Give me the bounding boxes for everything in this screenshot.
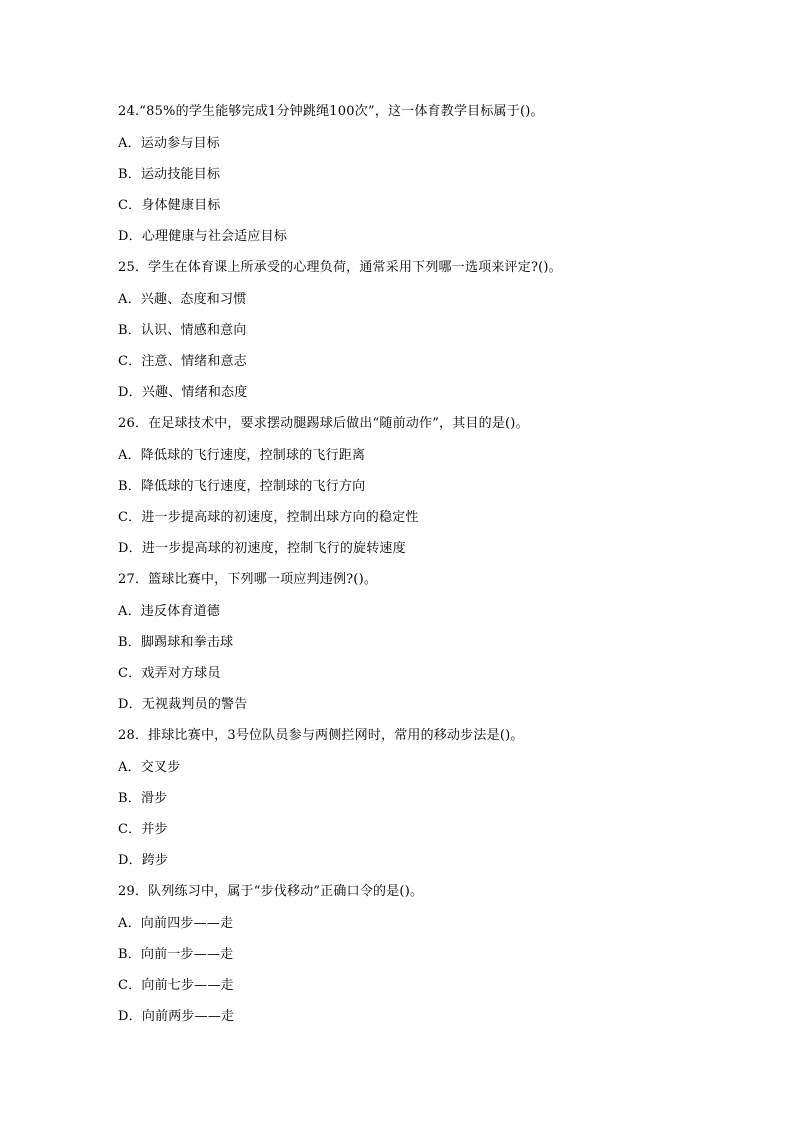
question-24-option-a: A．运动参与目标 [118, 136, 220, 151]
question-28-stem: 28．排球比赛中，3号位队员参与两侧拦网时，常用的移动步法是()。 [118, 728, 524, 743]
question-24-option-c: C．身体健康目标 [118, 198, 221, 213]
question-25-option-b: B．认识、情感和意向 [118, 323, 247, 338]
question-28-option-a: A．交叉步 [118, 760, 181, 775]
question-26-option-a: A．降低球的飞行速度，控制球的飞行距离 [118, 448, 366, 463]
question-28-option-b: B．滑步 [118, 791, 168, 806]
question-27-option-c: C．戏弄对方球员 [118, 666, 221, 681]
question-26-option-b: B．降低球的飞行速度，控制球的飞行方向 [118, 479, 366, 494]
question-28-option-c: C．并步 [118, 822, 168, 837]
question-29-option-c: C．向前七步——走 [118, 978, 234, 993]
question-29-option-d: D．向前两步——走 [118, 1009, 235, 1024]
question-25-stem: 25．学生在体育课上所承受的心理负荷，通常采用下列哪一选项来评定?()。 [118, 260, 562, 275]
question-24-stem: 24.“85%的学生能够完成1分钟跳绳100次”，这一体育教学目标属于()。 [118, 104, 544, 119]
question-25-option-a: A．兴趣、态度和习惯 [118, 292, 247, 307]
question-24-option-d: D．心理健康与社会适应目标 [118, 229, 288, 244]
question-29-stem: 29．队列练习中，属于“步伐移动”正确口令的是()。 [118, 884, 424, 899]
question-25-option-c: C．注意、情绪和意志 [118, 354, 247, 369]
question-27-option-d: D．无视裁判员的警告 [118, 697, 248, 712]
question-29-option-b: B．向前一步——走 [118, 947, 234, 962]
question-24-option-b: B．运动技能目标 [118, 167, 221, 182]
question-29-option-a: A．向前四步——走 [118, 916, 234, 931]
question-26-option-d: D．进一步提高球的初速度，控制飞行的旋转速度 [118, 541, 406, 556]
question-25-option-d: D．兴趣、情绪和态度 [118, 385, 248, 400]
question-27-option-b: B．脚踢球和拳击球 [118, 635, 234, 650]
question-27-option-a: A．违反体育道德 [118, 604, 220, 619]
question-28-option-d: D．跨步 [118, 853, 169, 868]
question-26-option-c: C．进一步提高球的初速度，控制出球方向的稳定性 [118, 510, 419, 525]
question-27-stem: 27．篮球比赛中，下列哪一项应判违例?()。 [118, 572, 378, 587]
question-26-stem: 26．在足球技术中，要求摆动腿踢球后做出“随前动作”，其目的是()。 [118, 416, 529, 431]
